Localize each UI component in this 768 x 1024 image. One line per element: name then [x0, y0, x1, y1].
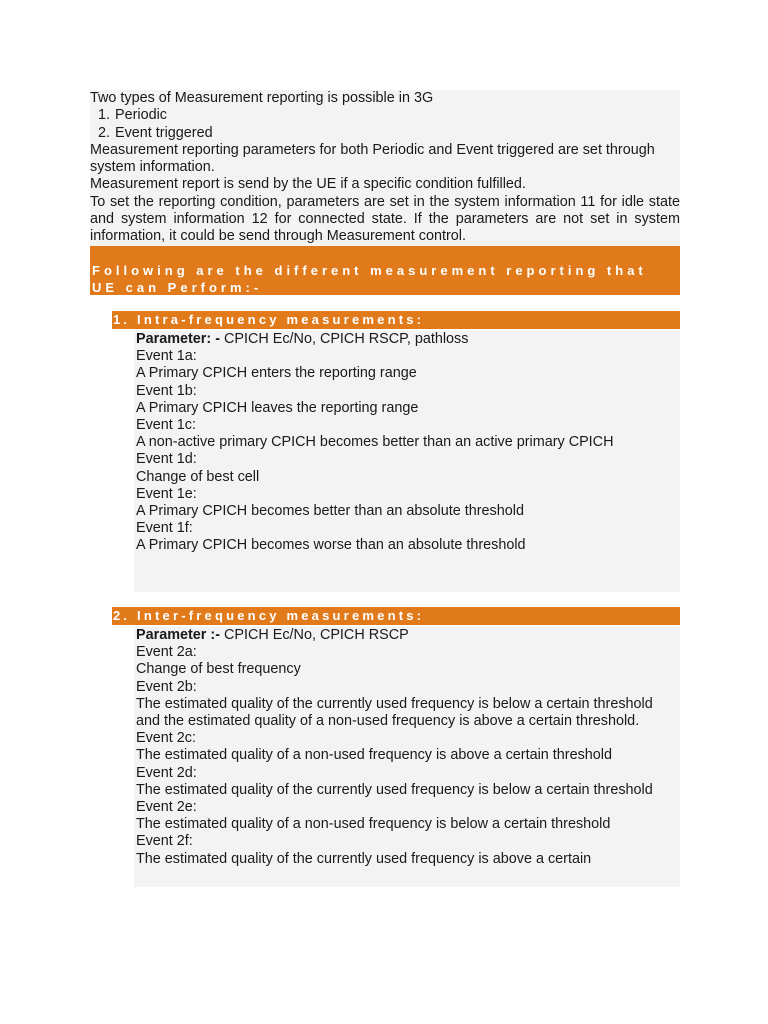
event-line: A Primary CPICH becomes better than an absolute threshold [136, 503, 524, 520]
list-item [90, 125, 680, 142]
parameter-line [136, 627, 680, 644]
event-line: Change of best frequency [136, 661, 301, 678]
list-item [90, 107, 680, 124]
parameter-label: Parameter :- [136, 627, 220, 643]
event-line: The estimated quality of a non-used frequency is below a certain threshold [136, 816, 611, 833]
parameter-value: CPICH Ec/No, CPICH RSCP, pathloss [219, 331, 469, 347]
event-line: Event 1e: [136, 485, 197, 502]
event-line: The estimated quality of a non-used frequency is above a certain threshold [136, 747, 612, 764]
event-line: Event 2b: [136, 678, 197, 695]
parameter-line [136, 331, 680, 348]
reporting-types-list [90, 107, 680, 142]
event-line: Event 2a: [136, 644, 197, 661]
event-line: The estimated quality of the currently used frequency is below a certain threshold [136, 781, 653, 798]
event-line: Event 2e: [136, 799, 197, 816]
section-heading-intra: 1. Intra-frequency measurements: [112, 311, 680, 329]
event-line: A Primary CPICH becomes worse than an absolute threshold [136, 537, 526, 554]
parameter-label: Parameter: - [136, 331, 220, 347]
event-line: Event 2c: [136, 730, 196, 747]
list-text: Periodic [115, 107, 167, 124]
event-line: Event 1a: [136, 348, 197, 365]
intro-paragraph: Measurement report is send by the UE if a specific condition fulfilled. [90, 176, 526, 193]
section-body-intra [134, 331, 680, 592]
section-body-inter [134, 627, 680, 887]
event-line: A Primary CPICH leaves the reporting range [136, 399, 419, 416]
event-line: A non-active primary CPICH becomes better than an active primary CPICH [136, 434, 614, 451]
event-line: Event 1c: [136, 417, 196, 434]
event-line: A Primary CPICH enters the reporting range [136, 365, 417, 382]
parameter-value: CPICH Ec/No, CPICH RSCP [219, 627, 409, 643]
section-banner: Following are the different measurement reporting that UE can Perform:- [90, 246, 680, 295]
event-line: The estimated quality of the currently used frequency is below a certain threshold and the estimated quality of a non-used frequency is above a certain threshold. [136, 695, 653, 730]
event-line: Event 1d: [136, 451, 197, 468]
event-line: Event 2d: [136, 764, 197, 781]
event-line: Change of best cell [136, 468, 260, 485]
intro-line: Two types of Measurement reporting is possible in 3G [90, 90, 434, 106]
event-line: Event 1f: [136, 520, 193, 537]
section-heading-inter: 2. Inter-frequency measurements: [112, 607, 680, 625]
list-text: Event triggered [115, 124, 213, 141]
intro-paragraph: To set the reporting condition, parameters are set in the system information 11 for idle state and system information 12 for connected state. If the parameters are not set in system information, it could be send through Measurement control. [90, 193, 680, 245]
list-number: 2. [97, 124, 110, 141]
list-number: 1. [97, 107, 110, 124]
event-line: The estimated quality of the currently used frequency is above a certain [136, 850, 592, 867]
intro-paragraph: Measurement reporting parameters for both Periodic and Event triggered are set through system information. [90, 141, 655, 176]
event-line: Event 2f: [136, 833, 193, 850]
intro-block [90, 90, 680, 246]
event-line: Event 1b: [136, 382, 197, 399]
